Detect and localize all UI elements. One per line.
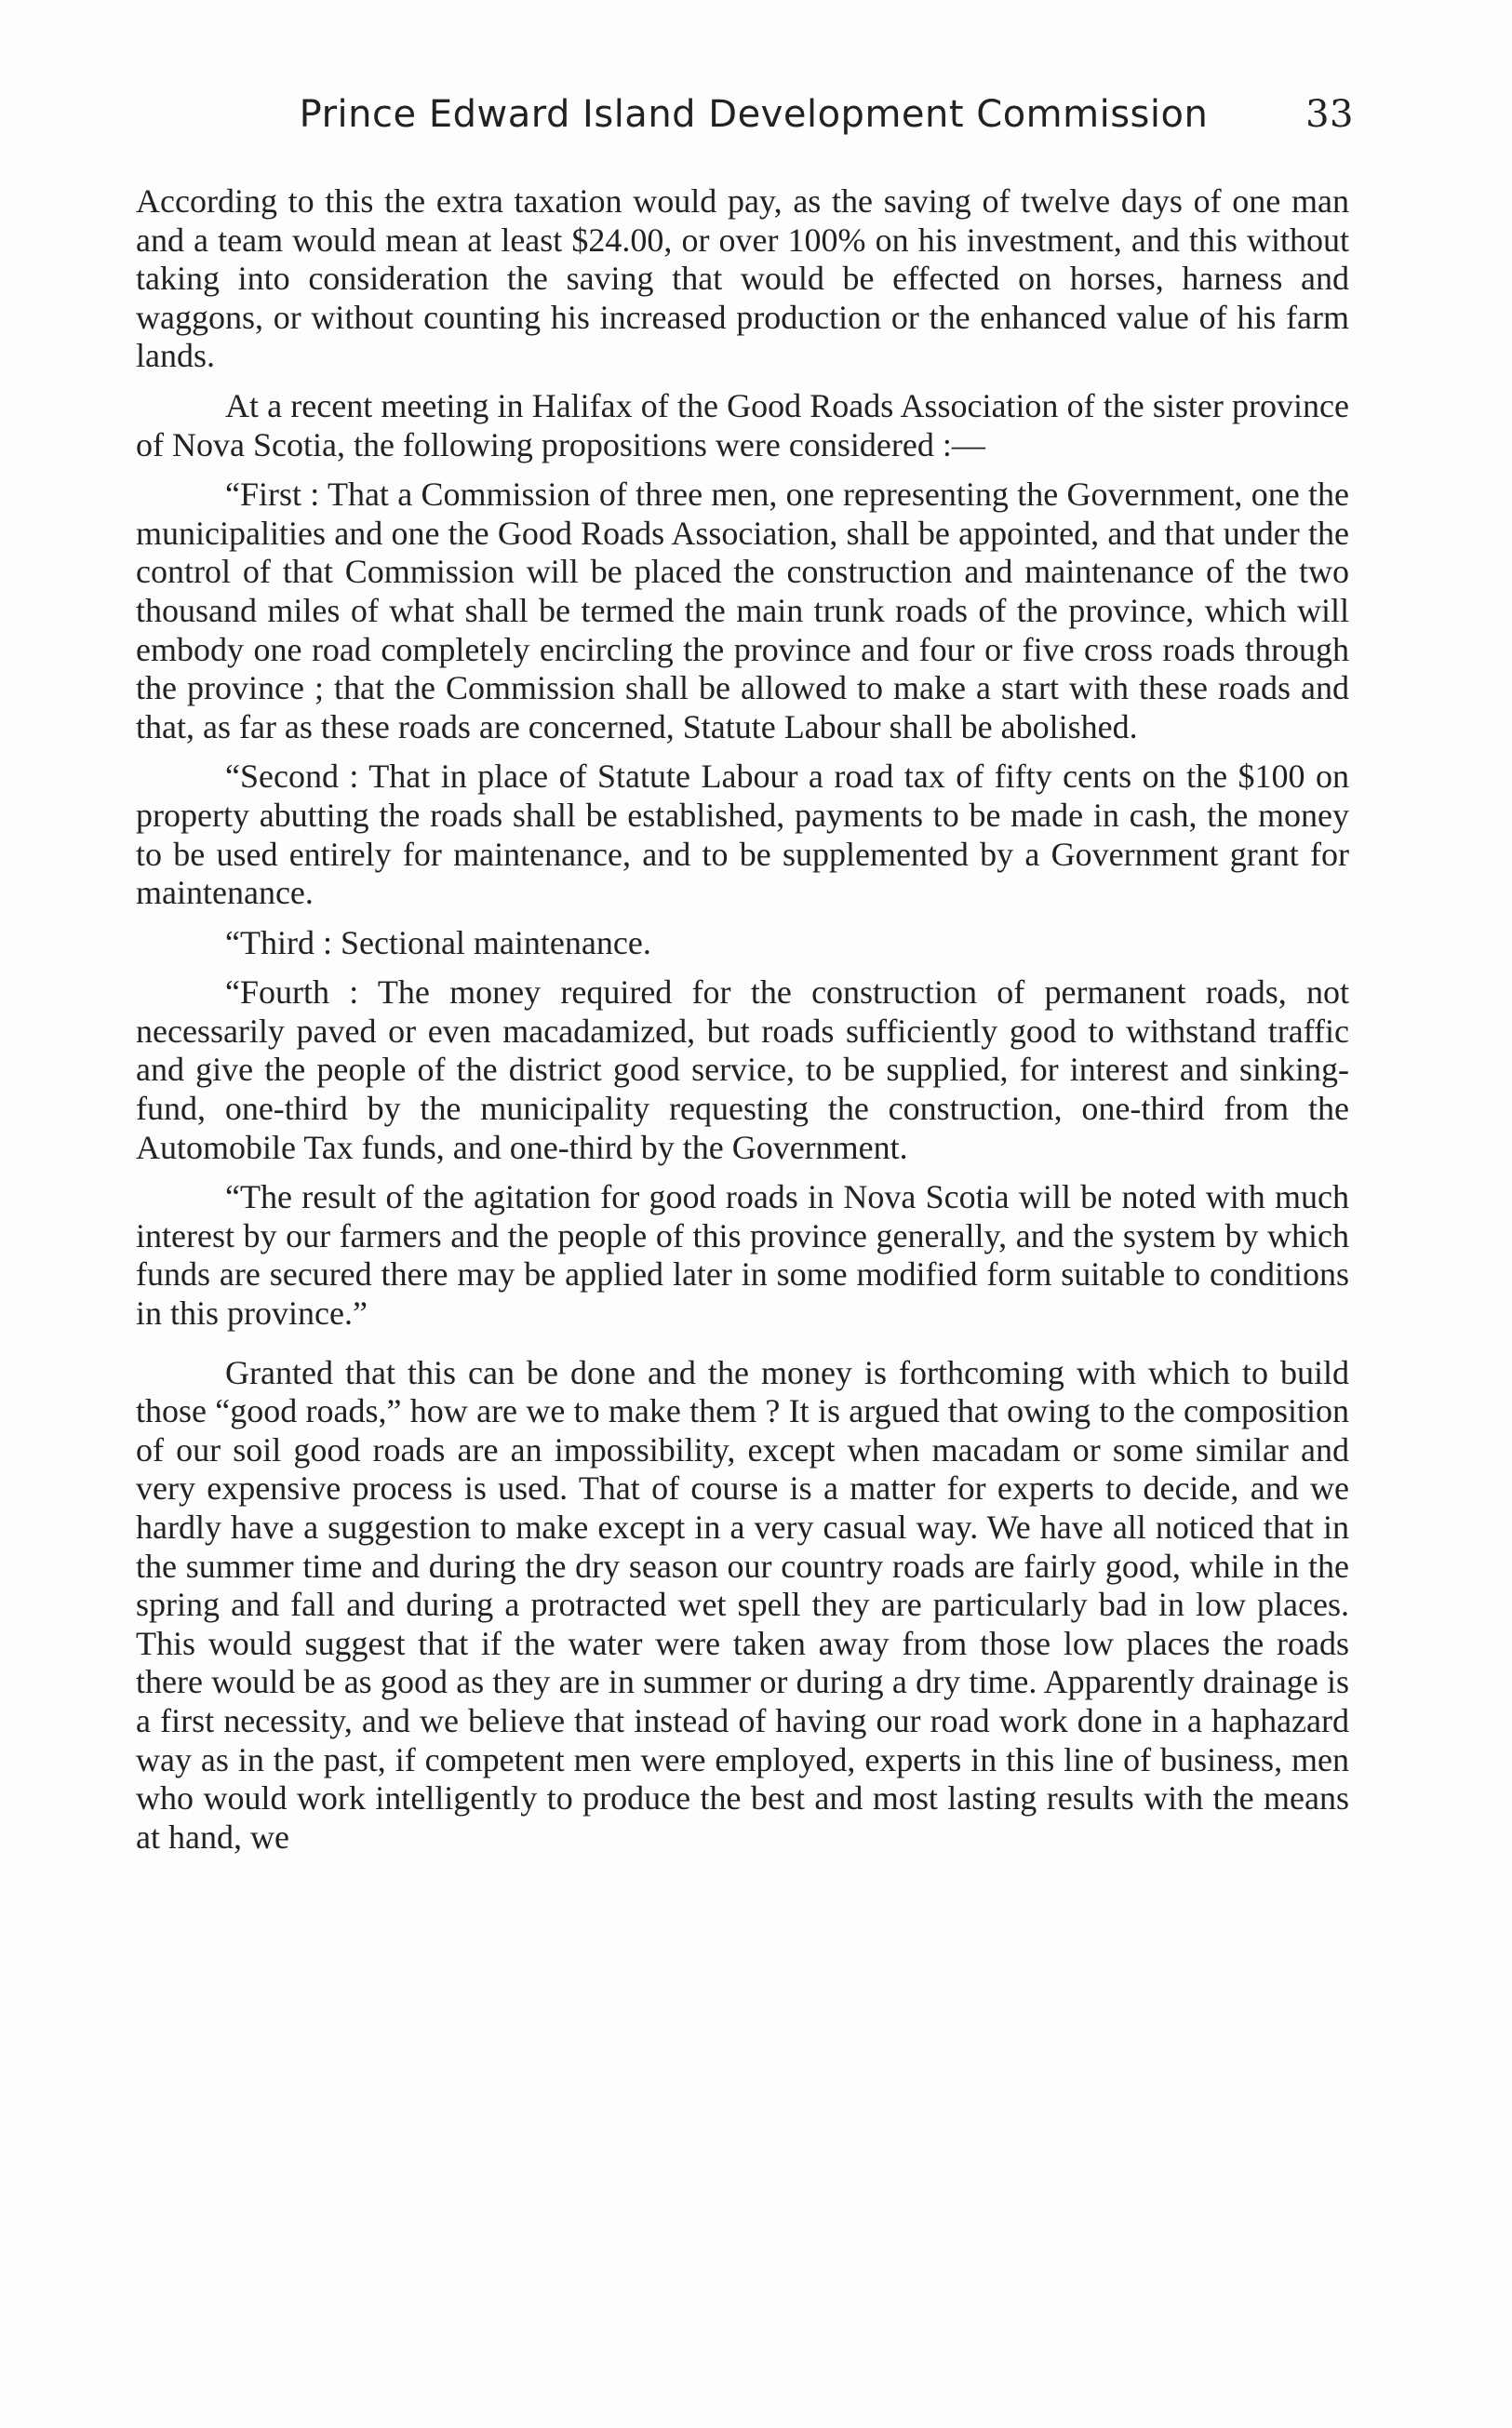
body-text xyxy=(136,182,1349,1868)
paragraph: At a recent meeting in Halifax of the Good Roads Association of the sister province of Nova Scotia, the following propositions were considered :— xyxy=(136,386,1349,463)
paragraph: According to this the extra taxation would pay, as the saving of twelve days of one man and a team would mean at least $24.00, or over 100% on his investment, and this without taking into consideration the saving that would be effected on horses, harness and waggons, or without counting his increased production or the enhanced value of his farm lands. xyxy=(136,182,1349,375)
paragraph: “The result of the agitation for good roads in Nova Scotia will be noted with much interest by our farmers and the people of this province generally, and the system by which funds are secured there may be applied later in some modified form suitable to conditions in this province.” xyxy=(136,1178,1349,1333)
paragraph: “Fourth : The money required for the construction of permanent roads, not necessarily paved or even macadamized, but roads sufficiently good to withstand traffic and give the people of the district good service, to be supplied, for interest and sinking-fund, one-third by the municipality requesting the construction, one-third from the Automobile Tax funds, and one-third by the Government. xyxy=(136,973,1349,1166)
paragraph: “First : That a Commission of three men, one representing the Government, one the municipalities and one the Good Roads Association, shall be appointed, and that under the control of that Commission will be placed the construction and maintenance of the two thousand miles of what shall be termed the main trunk roads of the province, which will embody one road completely encircling the province and four or five cross roads through the province ; that the Commission shall be allowed to make a start with these roads and that, as far as these roads are concerned, Statute Labour shall be abolished. xyxy=(136,476,1349,745)
paragraph: Granted that this can be done and the money is forthcoming with which to build those “good roads,” how are we to make them ? It is argued that owing to the composition of our soil good roads are an impossibility, except when macadam or some similar and very expensive process is used. That of course is a matter for experts to decide, and we hardly have a suggestion to make except in a very casual way. We have all noticed that in the summer time and during the dry season our country roads are fairly good, while in the spring and fall and during a protracted wet spell they are particularly bad in low places. This would suggest that if the water were taken away from those low places the roads there would be as good as they are in summer or during a dry time. Apparently drainage is a first necessity, and we believe that instead of having our road work done in a haphazard way as in the past, if competent men were employed, experts in this line of business, men who would work intelligently to produce the best and most lasting results with the means at hand, we xyxy=(136,1353,1349,1856)
paragraph: “Second : That in place of Statute Labour a road tax of fifty cents on the $100 on property abutting the roads shall be established, payments to be made in cash, the money to be used entirely for maintenance, and to be supplemented by a Government grant for maintenance. xyxy=(136,758,1349,912)
page-header-title: Prince Edward Island Development Commission xyxy=(299,93,1209,136)
page-number: 33 xyxy=(1305,93,1354,136)
running-head xyxy=(154,93,1354,158)
paragraph: “Third : Sectional maintenance. xyxy=(225,923,651,961)
